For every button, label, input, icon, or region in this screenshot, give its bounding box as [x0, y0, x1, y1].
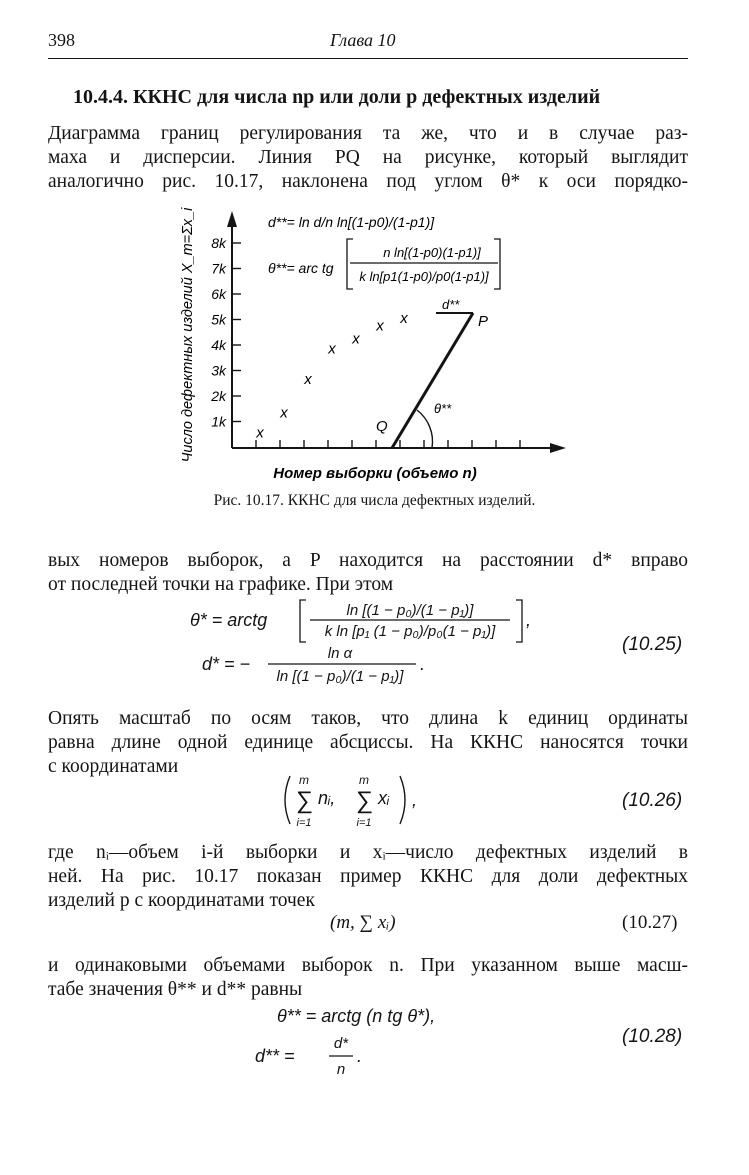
text-line: ней. На рис. 10.17 показан пример ККНС для доли дефектных: [48, 866, 688, 887]
y-tick-label: 2k: [211, 388, 226, 404]
y-tick-label: 3k: [211, 362, 226, 379]
text-line: Диаграмма границ регулирования та же, что и в случае раз-: [48, 123, 688, 144]
eq-d-lhs: d* = −: [202, 654, 251, 674]
sum-lower: i=1: [296, 817, 312, 829]
formula-d-star-star: d**= ln d/n ln[(1-p0)/(1-p1)]: [268, 214, 435, 230]
y-tick-label: 8k: [211, 235, 226, 251]
sum-upper: m: [299, 773, 309, 787]
svg-text:∑: ∑: [295, 787, 313, 814]
bracket-right: [494, 239, 500, 289]
label-q: Q: [376, 418, 388, 435]
data-point: x: [352, 330, 360, 348]
y-axis-label: Число дефектных изделий X_m=Σx_i: [180, 207, 196, 463]
label-d-star-star: d**: [442, 297, 460, 312]
y-tick-label: 5k: [211, 311, 226, 328]
eq-number-10-28: (10.28): [622, 1026, 683, 1047]
eq-number-10-27: (10.27): [622, 912, 678, 933]
x-axis-label: Номер выборки (объемо n): [273, 465, 477, 482]
eq-number-10-26: (10.26): [622, 790, 683, 811]
paragraph-scale: [48, 707, 688, 779]
text-line: аналогично рис. 10.17, наклонена под углом θ* к оси порядко-: [48, 171, 688, 192]
eq-theta2-line: θ** = arctg (n tg θ*),: [277, 1006, 436, 1026]
eq-d2-numerator: d*: [333, 1035, 349, 1052]
y-axis-arrow-icon: [227, 211, 237, 227]
eq-number-10-25: (10.25): [622, 634, 683, 655]
text-line: от последней точки на графике. При этом: [48, 574, 394, 595]
text-line: табе значения θ** и d** равны: [48, 979, 303, 1000]
figure-10-17: [170, 205, 590, 487]
svg-text:∑: ∑: [355, 787, 373, 814]
data-point: x: [280, 404, 288, 422]
bracket-left: [347, 239, 353, 289]
paragraph-definitions: [48, 841, 688, 913]
svg-text:,: ,: [412, 790, 418, 810]
running-head: Глава 10: [330, 30, 396, 50]
y-tick-label: 6k: [211, 286, 226, 302]
sum-term-x: xᵢ: [378, 788, 390, 808]
data-point: x: [328, 340, 336, 358]
text-line: и одинаковыми объемами выборок n. При указанном выше масш-: [48, 955, 688, 976]
text-line: Опять масштаб по осям таков, что длина k единиц ординаты: [48, 708, 688, 729]
text-line: с координатами: [48, 756, 179, 777]
formula-theta-numerator: n ln[(1-p0)(1-p1)]: [383, 245, 481, 260]
y-tick-label: 4k: [211, 337, 226, 353]
equation-10-25: [190, 596, 690, 688]
y-ticks: [210, 235, 241, 430]
text-line: вых номеров выборок, а P находится на расстоянии d* вправо: [48, 550, 688, 571]
svg-text:,: ,: [526, 610, 532, 630]
eq-d-denominator: ln [(1 − p₀)/(1 − p₁)]: [276, 668, 404, 685]
eq-theta-denominator: k ln [p₁ (1 − p₀)/p₀(1 − p₁)]: [324, 623, 496, 640]
formula-theta-denominator: k ln[p1(1-p0)/p0(1-p1)]: [359, 269, 489, 284]
paragraph-intro: [48, 122, 688, 194]
figure-caption: Рис. 10.17. ККНС для числа дефектных изделий.: [213, 492, 536, 509]
data-point: x: [256, 424, 264, 442]
data-point: x: [304, 371, 312, 389]
y-tick-label: 1k: [211, 413, 226, 430]
paragraph-values: [48, 954, 688, 1002]
eq-theta-numerator: ln [(1 − p₀)/(1 − p₁)]: [346, 602, 474, 619]
data-point: x: [400, 309, 408, 327]
page-number: 398: [48, 30, 75, 50]
svg-text:.: .: [420, 654, 426, 674]
equation-10-28: [255, 1000, 695, 1078]
x-axis-arrow-icon: [550, 443, 566, 453]
eq-d2-lhs: d** =: [255, 1046, 295, 1066]
text-line: маха и дисперсии. Линия PQ на рисунке, который выглядит: [48, 147, 688, 168]
label-p: P: [478, 313, 489, 330]
theta-arc: [417, 410, 433, 448]
line-pq: [392, 313, 473, 448]
equation-10-26: [280, 772, 690, 830]
formula-theta-lhs: θ**= arc tg: [268, 260, 334, 276]
header-rule: [48, 58, 688, 59]
paragraph-p-position: [48, 549, 688, 597]
sum-upper: m: [359, 773, 369, 787]
sum-lower: i=1: [356, 817, 372, 829]
text-line: равна длине одной единице абсциссы. На ККНС наносятся точки: [48, 732, 688, 753]
eq-d-numerator: ln α: [327, 645, 353, 662]
x-ticks: [256, 440, 520, 448]
sum-term-n: nᵢ,: [318, 788, 336, 808]
section-title: 10.4.4. ККНС для числа np или доли p дефектных изделий: [73, 86, 601, 108]
text-line: где nᵢ—объем i-й выборки и xᵢ—число дефектных изделий в: [48, 842, 688, 863]
eq-theta-lhs: θ* = arctg: [190, 610, 268, 630]
text-line: изделий p с координатами точек: [48, 890, 315, 911]
eq-d2-denominator: n: [336, 1061, 346, 1078]
y-tick-label: 7k: [211, 260, 226, 277]
svg-text:.: .: [357, 1046, 363, 1066]
equation-10-27: (m, ∑ xᵢ): [330, 912, 396, 933]
label-theta-star-star: θ**: [434, 401, 452, 416]
data-point: x: [376, 317, 384, 335]
